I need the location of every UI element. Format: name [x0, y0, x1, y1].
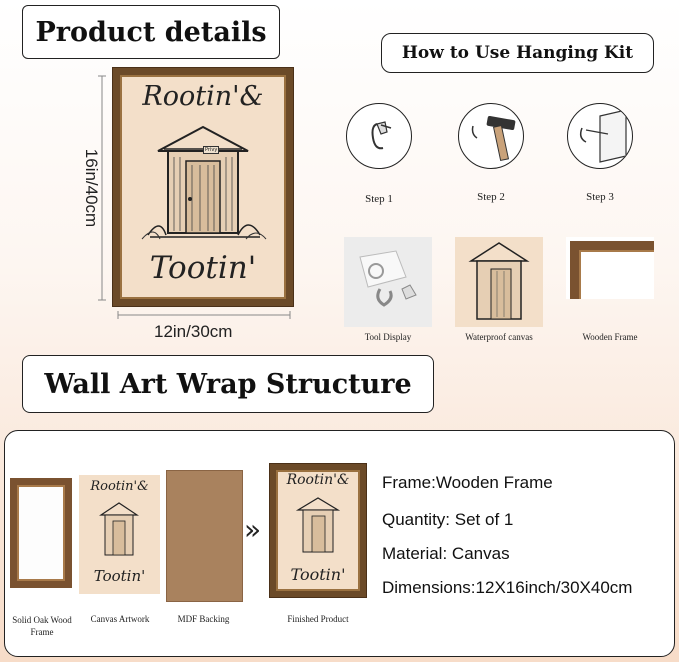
width-dimension-label: 12in/30cm	[154, 322, 233, 341]
product-details-text: Product details	[35, 16, 267, 48]
step1-label: Step 1	[365, 193, 393, 205]
canvas-outhouse	[79, 499, 160, 559]
step3-circle	[567, 103, 633, 169]
spec-dimensions	[382, 578, 632, 598]
canvas-title-top: Rootin'&	[90, 479, 149, 494]
step3-label: Step 3	[586, 191, 614, 203]
spec-quantity	[382, 510, 513, 530]
product-details-heading	[22, 5, 280, 59]
canvas-artwork-part	[79, 475, 160, 594]
canvas-title-bottom: Tootin'	[93, 567, 146, 585]
wooden-frame-image	[566, 237, 654, 299]
spec-material	[382, 544, 510, 564]
spec-frame-label: Frame:	[382, 473, 436, 492]
spec-quantity-label: Quantity:	[382, 510, 455, 529]
step2-circle	[458, 103, 524, 169]
mdf-backing-part	[166, 470, 243, 602]
nail-icon	[344, 237, 432, 327]
waterproof-canvas-label: Waterproof canvas	[465, 332, 533, 342]
spec-quantity-value: Set of 1	[454, 510, 514, 529]
artwork-title-top: Rootin'&	[142, 81, 264, 112]
assembly-arrow: »	[244, 513, 262, 546]
canvas-artwork-label: Canvas Artwork	[90, 614, 150, 624]
wall-hook-icon	[568, 104, 633, 169]
height-dimension-label: 16in/40cm	[82, 148, 102, 228]
tool-display-image	[344, 237, 432, 327]
hanging-kit-text: How to Use Hanging Kit	[401, 43, 634, 63]
finished-outhouse	[276, 494, 360, 556]
tool-display-label: Tool Display	[364, 332, 412, 342]
spec-dimensions-label: Dimensions:	[382, 578, 476, 597]
door-sign: Privy	[205, 147, 218, 153]
finished-product-part	[270, 464, 366, 597]
hook-icon	[347, 104, 412, 169]
finished-title-top: Rootin'&	[286, 472, 350, 488]
oak-frame-label-text: Solid Oak Wood Frame	[12, 615, 72, 637]
finished-title-bottom: Tootin'	[290, 565, 346, 584]
oak-frame-part	[10, 478, 72, 588]
spec-material-label: Material:	[382, 544, 452, 563]
artwork-title-bottom: Tootin'	[149, 250, 257, 286]
spec-material-value: Canvas	[451, 544, 510, 563]
hammer-icon	[459, 104, 524, 169]
spec-frame	[382, 473, 553, 493]
outhouse-illustration	[120, 117, 286, 247]
oak-frame-label	[4, 614, 80, 638]
outhouse-thumbnail	[455, 237, 543, 327]
wooden-frame-label: Wooden Frame	[582, 332, 638, 342]
hanging-kit-heading	[381, 33, 654, 73]
finished-product-label: Finished Product	[287, 614, 349, 624]
wrap-structure-heading	[22, 355, 434, 413]
step1-circle	[346, 103, 412, 169]
mdf-backing-label: MDF Backing	[177, 614, 230, 624]
step2-label: Step 2	[477, 191, 505, 203]
spec-frame-value: Wooden Frame	[435, 473, 553, 492]
wrap-structure-text: Wall Art Wrap Structure	[44, 368, 412, 400]
waterproof-canvas-image	[455, 237, 543, 327]
spec-dimensions-value: 12X16inch/30X40cm	[475, 578, 633, 597]
main-artwork-frame	[113, 68, 293, 306]
